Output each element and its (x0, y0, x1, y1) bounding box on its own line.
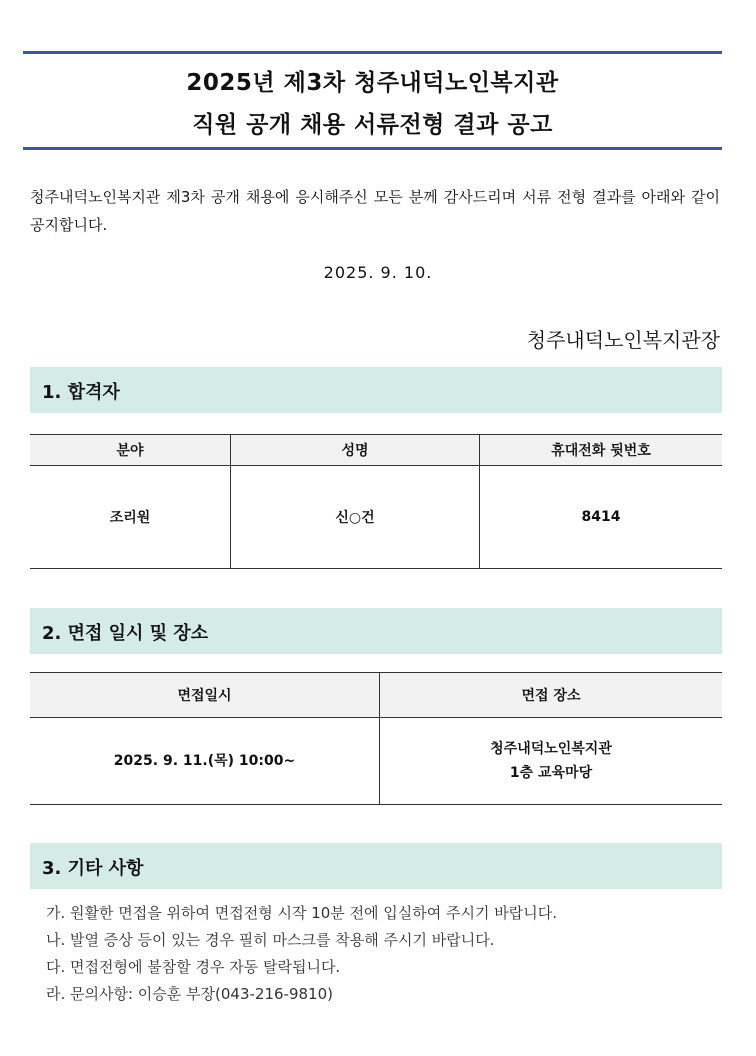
section-1-header (30, 367, 722, 413)
column-header-name: 성명 (231, 435, 480, 466)
section-3-header (30, 843, 722, 889)
cell-name: 신○건 (231, 466, 480, 569)
note-item: 나. 발열 증상 등이 있는 경우 필히 마스크를 착용해 주시기 바랍니다. (46, 931, 495, 949)
table-header-row (30, 435, 722, 466)
table-row (30, 466, 722, 569)
intro-paragraph: 청주내덕노인복지관 제3차 공개 채용에 응시해주신 모든 분께 감사드리며 서류 전형 결과를 아래와 같이 공지합니다. (30, 188, 720, 234)
signer: 청주내덕노인복지관장 (526, 328, 720, 352)
passers-table (30, 434, 722, 569)
interview-table (30, 672, 722, 805)
cell-datetime: 2025. 9. 11.(목) 10:00~ (113, 753, 296, 769)
column-header-datetime: 면접일시 (30, 673, 380, 718)
cell-phone: 8414 (480, 466, 723, 569)
table-header-row (30, 673, 722, 718)
note-item: 가. 원활한 면접을 위하여 면접전형 시작 10분 전에 입실하여 주시기 바랍니다. (46, 904, 558, 922)
cell-place (380, 718, 723, 805)
announcement-date: 2025. 9. 10. (323, 263, 433, 282)
note-item: 다. 면접전형에 불참할 경우 자동 탈락됩니다. (46, 958, 341, 976)
notes-list (46, 900, 557, 1008)
title-line-2: 직원 공개 채용 서류전형 결과 공고 (192, 112, 553, 138)
section-1-title: 1. 합격자 (42, 382, 120, 403)
title-bottom-rule (23, 147, 722, 150)
cell-field: 조리원 (109, 510, 151, 526)
column-header-place: 면접 장소 (380, 673, 723, 718)
place-line-2: 1층 교육마당 (509, 765, 593, 781)
section-3-title: 3. 기타 사항 (42, 858, 144, 879)
title-line-1: 2025년 제3차 청주내덕노인복지관 (186, 70, 559, 96)
section-2-title: 2. 면접 일시 및 장소 (42, 623, 209, 644)
column-header-field: 분야 (30, 435, 231, 466)
table-row (30, 718, 722, 805)
place-line-1: 청주내덕노인복지관 (490, 741, 612, 757)
title-top-rule (23, 51, 722, 54)
section-2-header (30, 608, 722, 654)
note-item: 라. 문의사항: 이승훈 부장(043-216-9810) (46, 985, 333, 1003)
column-header-phone: 휴대전화 뒷번호 (480, 435, 723, 466)
